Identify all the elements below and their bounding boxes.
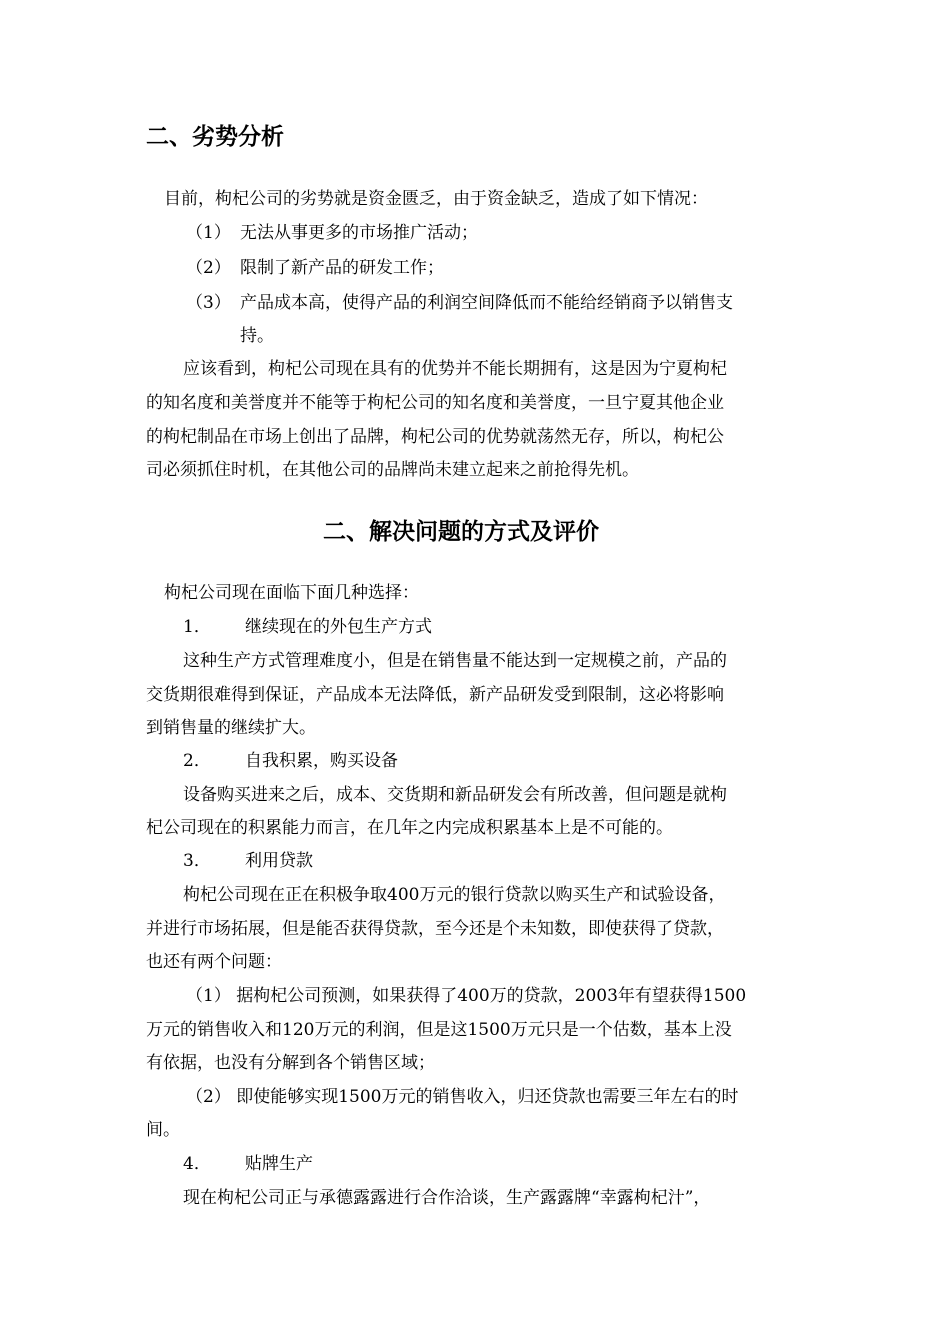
option-title: 自我积累，购买设备 xyxy=(245,751,398,771)
option-number: 4． xyxy=(183,1154,211,1174)
paragraph-line: 设备购买进来之后，成本、交货期和新品研发会有所改善，但问题是就枸 xyxy=(183,785,727,805)
list-item-text: 产品成本高，使得产品的利润空间降低而不能给经销商予以销售支 xyxy=(240,293,733,313)
option-title: 利用贷款 xyxy=(245,851,313,871)
paragraph-line: 枸杞公司现在面临下面几种选择： xyxy=(164,583,419,603)
paragraph-line: 司必须抓住时机，在其他公司的品牌尚未建立起来之前抢得先机。 xyxy=(146,460,639,480)
paragraph-line: （1） 据枸杞公司预测，如果获得了400万的贷款，2003年有望获得1500 xyxy=(186,986,747,1006)
section-heading-solutions: 二、解决问题的方式及评价 xyxy=(323,519,599,545)
list-item-text: 无法从事更多的市场推广活动； xyxy=(240,223,478,243)
paragraph-line: 的枸杞制品在市场上创出了品牌，枸杞公司的优势就荡然无存，所以，枸杞公 xyxy=(146,427,724,447)
option-number: 1． xyxy=(183,617,211,637)
option-title: 贴牌生产 xyxy=(245,1154,313,1174)
paragraph-line: 并进行市场拓展，但是能否获得贷款，至今还是个未知数，即使获得了贷款， xyxy=(146,919,724,939)
paragraph-line: 万元的销售收入和120万元的利润，但是这1500万元只是一个估数，基本上没 xyxy=(146,1020,732,1040)
list-item-number: （3） xyxy=(186,293,231,313)
option-title: 继续现在的外包生产方式 xyxy=(245,617,432,637)
paragraph-line: 到销售量的继续扩大。 xyxy=(146,718,316,738)
paragraph-line: 枸杞公司现在正在积极争取400万元的银行贷款以购买生产和试验设备， xyxy=(183,885,726,905)
option-number: 2． xyxy=(183,751,211,771)
option-number: 3． xyxy=(183,851,211,871)
paragraph-line: 有依据，也没有分解到各个销售区域； xyxy=(146,1053,435,1073)
paragraph-line: 交货期很难得到保证，产品成本无法降低，新产品研发受到限制，这必将影响 xyxy=(146,685,724,705)
paragraph-line: 的知名度和美誉度并不能等于枸杞公司的知名度和美誉度，一旦宁夏其他企业 xyxy=(146,393,724,413)
section-heading-weakness: 二、劣势分析 xyxy=(146,124,284,150)
paragraph-line: 也还有两个问题： xyxy=(146,952,282,972)
list-item-text: 限制了新产品的研发工作； xyxy=(240,258,444,278)
paragraph-line: 应该看到，枸杞公司现在具有的优势并不能长期拥有，这是因为宁夏枸杞 xyxy=(183,359,727,379)
list-item-text: 持。 xyxy=(240,326,274,346)
list-item-number: （2） xyxy=(186,258,231,278)
paragraph-line: （2） 即使能够实现1500万元的销售收入，归还贷款也需要三年左右的时 xyxy=(186,1087,739,1107)
paragraph-line: 这种生产方式管理难度小，但是在销售量不能达到一定规模之前，产品的 xyxy=(183,651,727,671)
list-item-number: （1） xyxy=(186,223,231,243)
paragraph-line: 目前，枸杞公司的劣势就是资金匮乏，由于资金缺乏，造成了如下情况： xyxy=(164,189,708,209)
paragraph-line: 现在枸杞公司正与承德露露进行合作洽谈，生产露露牌“幸露枸杞汁”， xyxy=(183,1188,711,1208)
paragraph-line: 杞公司现在的积累能力而言，在几年之内完成积累基本上是不可能的。 xyxy=(146,818,673,838)
paragraph-line: 间。 xyxy=(146,1120,180,1140)
